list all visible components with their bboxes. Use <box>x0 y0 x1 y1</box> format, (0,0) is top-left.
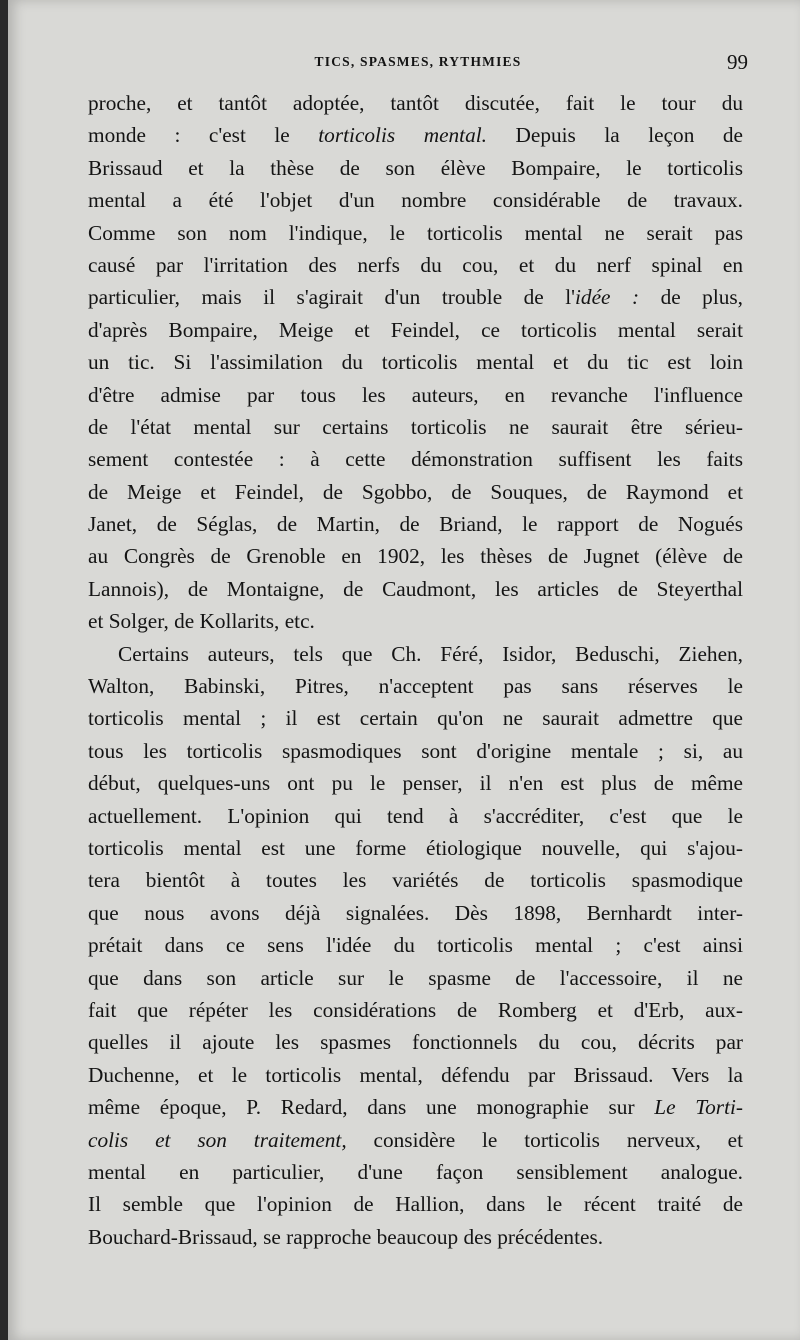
text-line: torticolis mental ; il est certain qu'on ne saurait admettre que <box>88 706 743 731</box>
text-line: de l'état mental sur certains torticolis ne saurait être sérieu- <box>88 414 743 439</box>
page-number: 99 <box>727 50 748 74</box>
text-line: torticolis mental est une forme étiologique nouvelle, qui s'ajou- <box>88 835 743 860</box>
italic-text: Le Torti- <box>654 1095 743 1120</box>
text-line: colis et son traitement, considère le torticolis nerveux, et <box>88 1127 744 1152</box>
text-line: prétait dans ce sens l'idée du torticolis mental ; c'est ainsi <box>88 933 743 958</box>
paragraph <box>88 87 743 638</box>
text-line: Comme son nom l'indique, le torticolis mental ne serait pas <box>88 220 743 245</box>
text-line: tous les torticolis spasmodiques sont d'origine mentale ; si, au <box>88 738 743 763</box>
text-line: mental a été l'objet d'un nombre considérable de travaux. <box>88 188 743 213</box>
running-title: TICS, SPASMES, RYTHMIES <box>314 54 522 69</box>
text-line: tera bientôt à toutes les variétés de torticolis spasmodique <box>88 868 743 893</box>
italic-text: colis et son traitement, <box>88 1127 347 1152</box>
text-line: monde : c'est le torticolis mental. Depuis la leçon de <box>88 123 743 148</box>
text-line: mental en particulier, d'une façon sensiblement analogue. <box>88 1159 743 1184</box>
page-header <box>88 50 748 80</box>
text-line: causé par l'irritation des nerfs du cou, et du nerf spinal en <box>88 252 743 277</box>
text-line: actuellement. L'opinion qui tend à s'accréditer, c'est que le <box>88 803 743 828</box>
text-line: début, quelques-uns ont pu le penser, il n'en est plus de même <box>88 771 743 796</box>
text-line: particulier, mais il s'agirait d'un trouble de l'idée : de plus, <box>88 285 744 310</box>
text-line: que dans son article sur le spasme de l'accessoire, il ne <box>88 965 743 990</box>
italic-text: torticolis mental. <box>318 123 487 148</box>
text-line: Duchenne, et le torticolis mental, défendu par Brissaud. Vers la <box>88 1062 743 1087</box>
text-line: de Meige et Feindel, de Sgobbo, de Souques, de Raymond et <box>88 479 743 504</box>
text-line: Lannois), de Montaigne, de Caudmont, les articles de Steyerthal <box>88 576 743 601</box>
text-line: Janet, de Séglas, de Martin, de Briand, le rapport de Nogués <box>88 512 743 537</box>
text-line: Certains auteurs, tels que Ch. Féré, Isidor, Beduschi, Ziehen, <box>118 641 743 666</box>
body-text <box>88 87 743 1253</box>
text-line: même époque, P. Redard, dans une monographie sur Le Torti- <box>88 1095 743 1120</box>
text-line: Bouchard-Brissaud, se rapproche beaucoup des précédentes. <box>88 1224 604 1249</box>
text-line: que nous avons déjà signalées. Dès 1898, Bernhardt inter- <box>88 900 743 925</box>
text-line: proche, et tantôt adoptée, tantôt discutée, fait le tour du <box>88 91 743 115</box>
text-line: fait que répéter les considérations de Romberg et d'Erb, aux- <box>88 997 743 1022</box>
paragraph <box>88 638 743 1253</box>
text-line: au Congrès de Grenoble en 1902, les thèses de Jugnet (élève de <box>88 544 743 569</box>
text-line: sement contestée : à cette démonstration suffisent les faits <box>88 447 743 472</box>
text-line: Walton, Babinski, Pitres, n'acceptent pas sans réserves le <box>88 674 743 699</box>
book-page <box>8 0 800 1340</box>
text-line: un tic. Si l'assimilation du torticolis mental et du tic est loin <box>88 350 743 375</box>
text-line: et Solger, de Kollarits, etc. <box>88 609 315 634</box>
italic-text: idée : <box>575 285 640 310</box>
text-line: Brissaud et la thèse de son élève Bompaire, le torticolis <box>88 155 743 180</box>
text-line: Il semble que l'opinion de Hallion, dans le récent traité de <box>88 1192 743 1217</box>
text-line: d'être admise par tous les auteurs, en revanche l'influence <box>88 382 743 407</box>
text-line: quelles il ajoute les spasmes fonctionnels du cou, décrits par <box>88 1030 743 1055</box>
text-line: d'après Bompaire, Meige et Feindel, ce torticolis mental serait <box>88 317 743 342</box>
